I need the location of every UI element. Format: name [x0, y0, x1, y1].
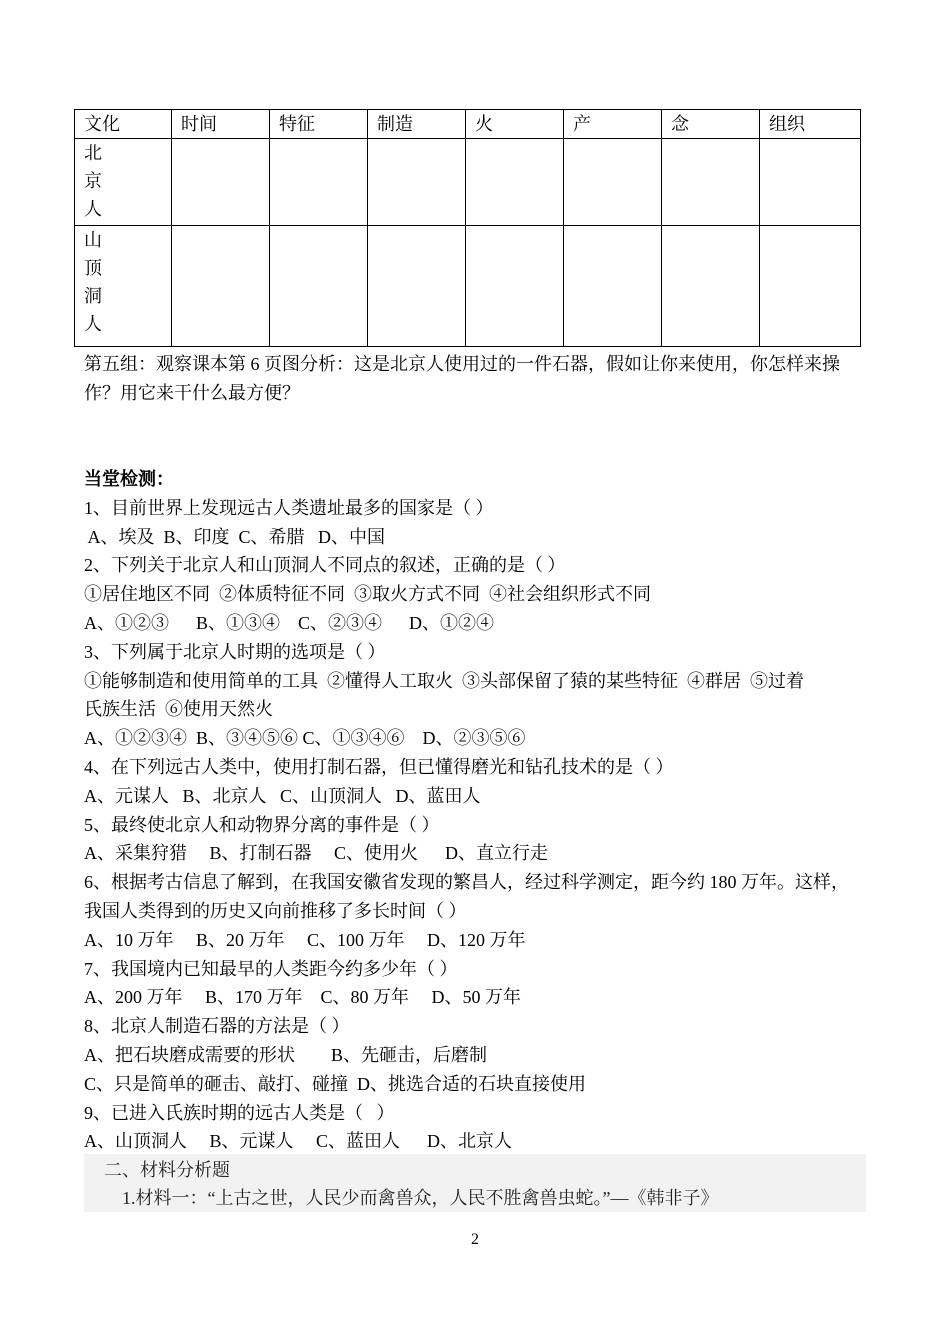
quiz-line: 7、我国境内已知最早的人类距今约多少年（ ）	[84, 958, 458, 979]
quiz-line: A、把石块磨成需要的形状 B、先砸击，后磨制	[84, 1044, 488, 1065]
table-row-upper-cave-man	[75, 226, 861, 347]
header-cell-culture: 文化	[75, 110, 172, 139]
empty-cell	[564, 139, 662, 226]
quiz-line: A、埃及 B、印度 C、希腊 D、中国	[84, 526, 386, 547]
quiz-line: 1、目前世界上发现远古人类遗址最多的国家是（ ）	[84, 497, 494, 518]
empty-cell	[172, 139, 270, 226]
header-cell-fire: 火	[466, 110, 564, 139]
quiz-line: 5、最终使北京人和动物界分离的事件是（ ）	[84, 814, 440, 835]
empty-cell	[760, 139, 861, 226]
quiz-line: A、①②③ B、①③④ C、②③④ D、①②④	[84, 612, 495, 633]
header-cell-organization: 组织	[760, 110, 861, 139]
quiz-line: A、元谋人 B、北京人 C、山顶洞人 D、蓝田人	[84, 785, 481, 806]
table-row-peking-man	[75, 139, 861, 226]
empty-cell	[368, 226, 466, 347]
quiz-line: A、采集狩猎 B、打制石器 C、使用火 D、直立行走	[84, 843, 549, 864]
quiz-line: 9、已进入氏族时期的远古人类是（ ）	[84, 1102, 395, 1123]
row-label-peking-man: 北 京 人	[75, 139, 172, 226]
row-label-upper-cave-man: 山 顶 洞 人	[75, 226, 172, 347]
quiz-line: 氏族生活 ⑥使用天然火	[84, 699, 273, 720]
quiz-line: 3、下列属于北京人时期的选项是（ ）	[84, 641, 386, 662]
material-analysis-box	[84, 1154, 866, 1212]
empty-cell	[662, 226, 760, 347]
header-cell-production: 产	[564, 110, 662, 139]
header-cell-time: 时间	[172, 110, 270, 139]
quiz-line: A、10 万年 B、20 万年 C、100 万年 D、120 万年	[84, 929, 526, 950]
quiz-line: ①能够制造和使用简单的工具 ②懂得人工取火 ③头部保留了猿的某些特征 ④群居 ⑤过着	[84, 670, 804, 691]
quiz-line: 2、下列关于北京人和山顶洞人不同点的叙述，正确的是（ ）	[84, 555, 566, 576]
empty-cell	[270, 226, 368, 347]
quiz-line: 8、北京人制造石器的方法是（ ）	[84, 1016, 350, 1037]
culture-comparison-table	[74, 109, 861, 347]
quiz-line: A、200 万年 B、170 万年 C、80 万年 D、50 万年	[84, 987, 522, 1008]
header-cell-features: 特征	[270, 110, 368, 139]
empty-cell	[466, 139, 564, 226]
page-number: 2	[471, 1231, 479, 1248]
empty-cell	[662, 139, 760, 226]
quiz-line: 6、根据考古信息了解到，在我国安徽省发现的繁昌人，经过科学测定，距今约 180 万年。这样，	[84, 872, 849, 893]
header-cell-belief: 念	[662, 110, 760, 139]
material-item-1: 1.材料一：“上古之世，人民少而禽兽众，人民不胜禽兽虫蛇。”—《韩非子》	[122, 1188, 719, 1208]
empty-cell	[466, 226, 564, 347]
quiz-heading: 当堂检测：	[84, 469, 174, 489]
quiz-line: ①居住地区不同 ②体质特征不同 ③取火方式不同 ④社会组织形式不同	[84, 584, 651, 605]
quiz-line: 我国人类得到的历史又向前推移了多长时间（ ）	[84, 900, 467, 921]
quiz-line: A、山顶洞人 B、元谋人 C、蓝田人 D、北京人	[84, 1131, 513, 1152]
empty-cell	[564, 226, 662, 347]
quiz-line: C、只是简单的砸击、敲打、碰撞 D、挑选合适的石块直接使用	[84, 1073, 587, 1094]
empty-cell	[172, 226, 270, 347]
table-header-row	[75, 110, 861, 139]
quiz-section	[84, 465, 874, 1156]
material-section-title: 二、材料分析题	[104, 1160, 230, 1180]
group5-question: 第五组：观察课本第 6 页图分析：这是北京人使用过的一件石器，假如让你来使用，你怎样来操 作？用它来干什么最方便？	[84, 354, 840, 403]
empty-cell	[368, 139, 466, 226]
quiz-line: A、①②③④ B、③④⑤⑥ C、①③④⑥ D、②③⑤⑥	[84, 728, 526, 749]
quiz-line: 4、在下列远古人类中，使用打制石器，但已懂得磨光和钻孔技术的是（ ）	[84, 756, 674, 777]
header-cell-making: 制造	[368, 110, 466, 139]
empty-cell	[760, 226, 861, 347]
empty-cell	[270, 139, 368, 226]
